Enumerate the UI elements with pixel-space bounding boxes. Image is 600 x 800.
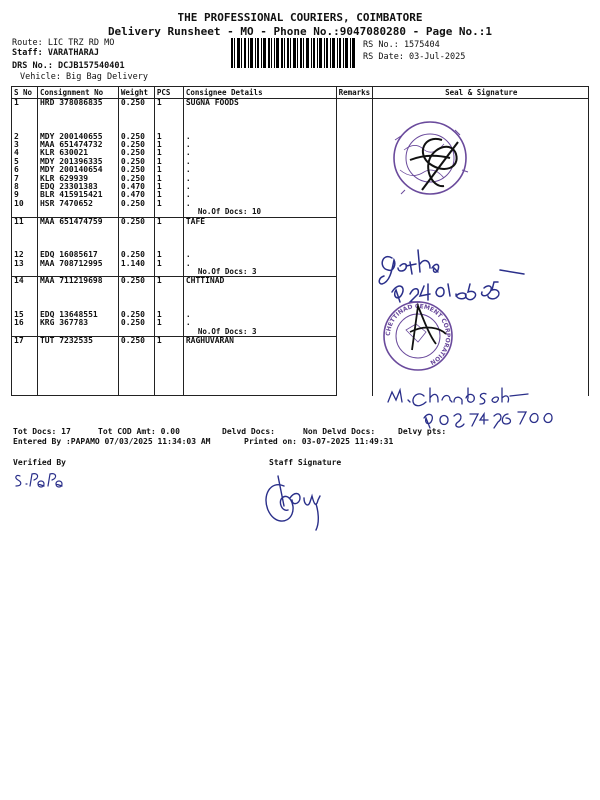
cell-det — [183, 303, 336, 311]
cell-empty — [37, 388, 118, 396]
cell-cons: MAA 711219698 — [37, 277, 118, 286]
cell-pcs — [154, 116, 183, 124]
cell-pcs — [154, 354, 183, 362]
no-of-docs: No.Of Docs: 3 — [183, 328, 336, 337]
staff-signature-label: Staff Signature — [269, 458, 342, 467]
cell-sno — [12, 107, 38, 115]
cell-wt — [118, 354, 154, 362]
cell-sno: 15 — [12, 311, 38, 319]
cell-pcs: 1 — [154, 319, 183, 327]
column-header: Remarks — [336, 87, 372, 99]
cell-sno: 13 — [12, 260, 38, 268]
cell-sno — [12, 362, 38, 370]
cell-det: . — [183, 166, 336, 174]
cell-wt — [118, 294, 154, 302]
cell-det: . — [183, 133, 336, 141]
cell-det: . — [183, 200, 336, 208]
signature-verified — [16, 474, 62, 487]
cell-empty — [12, 208, 38, 217]
delivery-points: Delvy pts: — [398, 427, 447, 436]
cell-cons: MDY 200140654 — [37, 166, 118, 174]
cell-cons: KLR 629939 — [37, 175, 118, 183]
column-header: Consignee Details — [183, 87, 336, 99]
cell-sno: 10 — [12, 200, 38, 208]
cell-det — [183, 294, 336, 302]
cell-sno: 8 — [12, 183, 38, 191]
cell-wt — [118, 107, 154, 115]
cell-seal-signature — [372, 337, 588, 396]
cell-pcs: 1 — [154, 133, 183, 141]
cell-det: TAFE — [183, 217, 336, 226]
cell-cons — [37, 371, 118, 379]
company-title: THE PROFESSIONAL COURIERS, COIMBATORE — [177, 11, 423, 24]
cell-det — [183, 354, 336, 362]
cell-cons — [37, 294, 118, 302]
table-row — [12, 337, 589, 346]
cell-wt: 0.250 — [118, 141, 154, 149]
cell-pcs: 1 — [154, 337, 183, 346]
cell-wt: 0.250 — [118, 217, 154, 226]
cell-pcs: 1 — [154, 311, 183, 319]
cell-cons: MAA 708712995 — [37, 260, 118, 268]
cell-empty — [154, 208, 183, 217]
cell-cons — [37, 379, 118, 387]
cell-remarks — [336, 277, 372, 337]
cell-remarks — [336, 337, 372, 396]
cell-pcs: 1 — [154, 200, 183, 208]
cell-cons: HRD 378086835 — [37, 99, 118, 108]
cell-pcs: 1 — [154, 183, 183, 191]
cell-wt: 0.250 — [118, 319, 154, 327]
cell-pcs: 1 — [154, 260, 183, 268]
column-header: PCS — [154, 87, 183, 99]
cell-cons — [37, 234, 118, 242]
cell-pcs: 1 — [154, 149, 183, 157]
cell-det: SUGNA FOODS — [183, 99, 336, 108]
cell-wt — [118, 234, 154, 242]
cell-pcs — [154, 286, 183, 294]
cell-det: . — [183, 183, 336, 191]
cell-det — [183, 116, 336, 124]
cell-empty — [154, 388, 183, 396]
cell-wt: 0.250 — [118, 166, 154, 174]
cell-wt: 0.250 — [118, 277, 154, 286]
cell-wt: 0.250 — [118, 149, 154, 157]
cell-det: . — [183, 141, 336, 149]
table-header-row — [12, 87, 589, 99]
cell-pcs: 1 — [154, 99, 183, 108]
no-of-docs: No.Of Docs: 3 — [183, 268, 336, 277]
cell-empty — [118, 208, 154, 217]
cell-sno — [12, 379, 38, 387]
cell-sno — [12, 226, 38, 234]
cell-sno: 17 — [12, 337, 38, 346]
cell-wt: 0.250 — [118, 158, 154, 166]
cell-pcs: 1 — [154, 217, 183, 226]
cell-sno — [12, 346, 38, 354]
cell-det: . — [183, 319, 336, 327]
cell-sno: 14 — [12, 277, 38, 286]
cell-pcs — [154, 346, 183, 354]
cell-wt — [118, 371, 154, 379]
cell-cons — [37, 107, 118, 115]
cell-sno: 16 — [12, 319, 38, 327]
cell-empty — [118, 388, 154, 396]
cell-cons — [37, 286, 118, 294]
cell-sno: 2 — [12, 133, 38, 141]
cell-wt: 0.250 — [118, 99, 154, 108]
cell-wt: 0.250 — [118, 251, 154, 259]
cell-wt: 1.140 — [118, 260, 154, 268]
cell-det — [183, 234, 336, 242]
cell-seal-signature — [372, 99, 588, 218]
cell-sno — [12, 234, 38, 242]
column-header: S No — [12, 87, 38, 99]
cell-wt — [118, 286, 154, 294]
cell-cons: EDQ 13648551 — [37, 311, 118, 319]
no-of-docs — [183, 388, 336, 396]
cell-cons: MAA 651474759 — [37, 217, 118, 226]
rs-number: RS No.: 1575404 — [363, 40, 440, 50]
cell-sno: 4 — [12, 149, 38, 157]
cell-remarks — [336, 99, 372, 218]
runsheet-subtitle: Delivery Runsheet - MO - Phone No.:9047080280 - Page No.:1 — [107, 25, 493, 38]
cell-cons: KRG 367783 — [37, 319, 118, 327]
cell-det: . — [183, 311, 336, 319]
cell-pcs: 1 — [154, 175, 183, 183]
cell-wt — [118, 116, 154, 124]
seal-2-text: CHETTINAD CEMENT CORPORATION — [384, 302, 452, 366]
cell-det: . — [183, 175, 336, 183]
vehicle-label: Vehicle: Big Bag Delivery — [20, 72, 148, 82]
verified-by-label: Verified By — [13, 458, 66, 467]
cell-cons: KLR 630021 — [37, 149, 118, 157]
cell-wt — [118, 379, 154, 387]
cell-seal-signature — [372, 277, 588, 337]
cell-sno — [12, 294, 38, 302]
non-delivered-docs: Non Delvd Docs: — [303, 427, 376, 436]
cell-pcs — [154, 362, 183, 370]
no-of-docs: No.Of Docs: 10 — [183, 208, 336, 217]
cell-sno: 12 — [12, 251, 38, 259]
cell-sno — [12, 371, 38, 379]
cell-wt: 0.250 — [118, 200, 154, 208]
cell-det — [183, 107, 336, 115]
cell-cons — [37, 226, 118, 234]
printed-on: Printed on: 03-07-2025 11:49:31 — [244, 437, 394, 446]
cell-wt: 0.250 — [118, 175, 154, 183]
cell-wt: 0.470 — [118, 191, 154, 199]
cell-cons: BLR 415915421 — [37, 191, 118, 199]
cell-pcs: 1 — [154, 141, 183, 149]
runsheet-table — [11, 86, 589, 396]
cell-pcs — [154, 379, 183, 387]
cell-wt: 0.250 — [118, 133, 154, 141]
cell-det: RAGHUVARAN — [183, 337, 336, 346]
cell-sno: 3 — [12, 141, 38, 149]
cell-pcs — [154, 226, 183, 234]
cell-sno — [12, 116, 38, 124]
total-cod-amount: Tot COD Amt: 0.00 — [98, 427, 180, 436]
cell-wt — [118, 226, 154, 234]
cell-pcs: 1 — [154, 251, 183, 259]
column-header: Consignment No — [37, 87, 118, 99]
cell-det: . — [183, 260, 336, 268]
signature-staff — [266, 476, 320, 530]
cell-pcs — [154, 294, 183, 302]
column-header: Weight — [118, 87, 154, 99]
cell-pcs: 1 — [154, 166, 183, 174]
staff-label: Staff: VARATHARAJ — [12, 48, 99, 58]
cell-det — [183, 226, 336, 234]
cell-wt: 0.250 — [118, 311, 154, 319]
cell-cons: MDY 201396335 — [37, 158, 118, 166]
cell-cons: TUT 7232535 — [37, 337, 118, 346]
cell-cons — [37, 116, 118, 124]
table-row — [12, 277, 589, 286]
cell-pcs — [154, 371, 183, 379]
cell-pcs: 1 — [154, 191, 183, 199]
cell-cons — [37, 362, 118, 370]
entered-by: Entered By :PAPAMO 07/03/2025 11:34:03 AM — [13, 437, 211, 446]
drs-number: DRS No.: DCJB157540401 — [12, 61, 125, 71]
cell-empty — [12, 388, 38, 396]
cell-sno — [12, 286, 38, 294]
cell-cons: MAA 651474732 — [37, 141, 118, 149]
cell-sno: 1 — [12, 99, 38, 108]
cell-wt: 0.470 — [118, 183, 154, 191]
cell-wt — [118, 362, 154, 370]
cell-sno: 7 — [12, 175, 38, 183]
cell-det: . — [183, 251, 336, 259]
cell-pcs: 1 — [154, 277, 183, 286]
cell-pcs — [154, 107, 183, 115]
cell-sno: 5 — [12, 158, 38, 166]
cell-det: . — [183, 158, 336, 166]
cell-det — [183, 346, 336, 354]
cell-cons: MDY 200140655 — [37, 133, 118, 141]
cell-sno: 11 — [12, 217, 38, 226]
cell-cons — [37, 346, 118, 354]
cell-empty — [37, 208, 118, 217]
cell-wt — [118, 346, 154, 354]
cell-det — [183, 124, 336, 132]
cell-det — [183, 243, 336, 251]
cell-det — [183, 286, 336, 294]
cell-cons: EDQ 23301383 — [37, 183, 118, 191]
cell-det: . — [183, 191, 336, 199]
cell-wt: 0.250 — [118, 337, 154, 346]
cell-sno — [12, 354, 38, 362]
barcode — [231, 38, 355, 68]
cell-remarks — [336, 217, 372, 277]
cell-det — [183, 379, 336, 387]
table-row — [12, 217, 589, 226]
cell-cons: HSR 7470652 — [37, 200, 118, 208]
cell-det — [183, 362, 336, 370]
cell-seal-signature — [372, 217, 588, 277]
total-docs: Tot Docs: 17 — [13, 427, 71, 436]
cell-sno: 6 — [12, 166, 38, 174]
cell-cons — [37, 354, 118, 362]
cell-pcs: 1 — [154, 158, 183, 166]
cell-det: . — [183, 149, 336, 157]
cell-pcs — [154, 234, 183, 242]
cell-det: CHTTINAD — [183, 277, 336, 286]
column-header: Seal & Signature — [372, 87, 588, 99]
cell-det — [183, 371, 336, 379]
route-label: Route: LIC TRZ RD MO — [12, 38, 115, 48]
table-row — [12, 99, 589, 108]
delivered-docs: Delvd Docs: — [222, 427, 275, 436]
cell-cons: EDQ 16085617 — [37, 251, 118, 259]
rs-date: RS Date: 03-Jul-2025 — [363, 52, 466, 62]
cell-sno: 9 — [12, 191, 38, 199]
